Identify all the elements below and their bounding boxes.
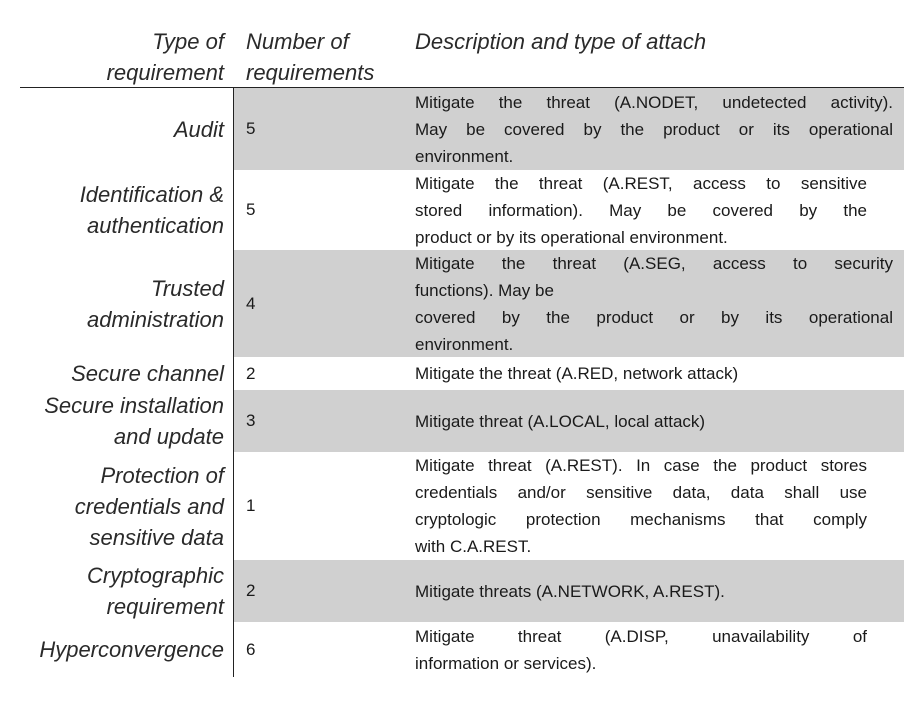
header-type-of-requirement <box>20 26 224 88</box>
row-type <box>20 560 224 622</box>
row-type-text: Protection of credentials and sensitive data <box>74 462 224 550</box>
row-description <box>415 452 867 560</box>
row-type-text: Secure installation and update <box>44 393 224 449</box>
desc-line: covered by the product or by its operational <box>415 307 893 327</box>
row-type-text: Secure channel <box>71 361 224 386</box>
desc-line: Mitigate threat (A.DISP, unavailability of <box>415 626 867 646</box>
row-type-text: Hyperconvergence <box>39 637 224 662</box>
row-number: 3 <box>246 411 256 430</box>
header-num-line2: requirements <box>246 60 375 85</box>
row-type <box>20 357 224 390</box>
table-row <box>0 560 924 622</box>
header-type-line1: Type of <box>152 29 224 54</box>
header-num-line1: Number of <box>246 29 349 54</box>
table-row <box>0 88 924 170</box>
row-type <box>20 390 224 452</box>
row-type <box>20 250 224 357</box>
desc-line: Mitigate threat (A.REST). In case the product stores <box>415 456 867 475</box>
row-type-text: Identification & authentication <box>79 182 224 238</box>
desc-line: environment. <box>415 334 514 354</box>
row-number: 2 <box>246 581 256 600</box>
desc-line: Mitigate the threat (A.REST, access to sensitive <box>415 173 867 193</box>
row-number: 6 <box>246 639 256 659</box>
desc-line: Mitigate threat (A.LOCAL, local attack) <box>415 411 706 431</box>
desc-line: environment. <box>415 146 514 166</box>
table-row <box>0 170 924 250</box>
desc-line: product or by its operational environment. <box>415 227 728 247</box>
row-description <box>415 170 867 250</box>
row-type <box>20 622 224 677</box>
row-type <box>20 170 224 250</box>
row-type <box>20 452 224 560</box>
table-row <box>0 452 924 560</box>
row-number: 5 <box>246 119 256 138</box>
table-row <box>0 357 924 390</box>
row-number: 2 <box>246 363 256 383</box>
row-type-text: Audit <box>173 116 224 142</box>
desc-line: stored information). May be covered by the <box>415 200 867 220</box>
desc-line: credentials and/or sensitive data, data shall use <box>415 483 867 502</box>
table-row <box>0 390 924 452</box>
row-description <box>415 88 893 170</box>
row-type-text: Trusted administration <box>87 275 224 332</box>
row-description <box>415 357 893 390</box>
header-number-of-requirements <box>246 26 406 88</box>
row-description <box>415 250 893 357</box>
row-type-text: Cryptographic requirement <box>87 563 224 619</box>
table-row <box>0 622 924 677</box>
desc-line: Mitigate the threat (A.SEG, access to security <box>415 253 893 273</box>
row-description <box>415 560 893 622</box>
header-type-line2: requirement <box>106 60 224 85</box>
row-number: 1 <box>246 496 256 515</box>
desc-line: functions). May be <box>415 280 554 300</box>
row-description <box>415 390 893 452</box>
column-divider <box>233 87 234 677</box>
desc-line: Mitigate the threat (A.RED, network attack) <box>415 364 739 383</box>
desc-line: May be covered by the product or its operational <box>415 119 893 139</box>
desc-line: with C.A.REST. <box>415 537 532 556</box>
row-number: 4 <box>246 293 256 313</box>
desc-line: cryptologic protection mechanisms that comply <box>415 510 867 529</box>
row-description <box>415 622 867 677</box>
desc-line: information or services). <box>415 653 597 673</box>
row-type <box>20 88 224 170</box>
table-row <box>0 250 924 357</box>
row-number: 5 <box>246 200 256 219</box>
desc-line: Mitigate the threat (A.NODET, undetected activity). <box>415 92 893 112</box>
desc-line: Mitigate threats (A.NETWORK, A.REST). <box>415 581 725 601</box>
header-description: Description and type of attach <box>415 29 707 54</box>
